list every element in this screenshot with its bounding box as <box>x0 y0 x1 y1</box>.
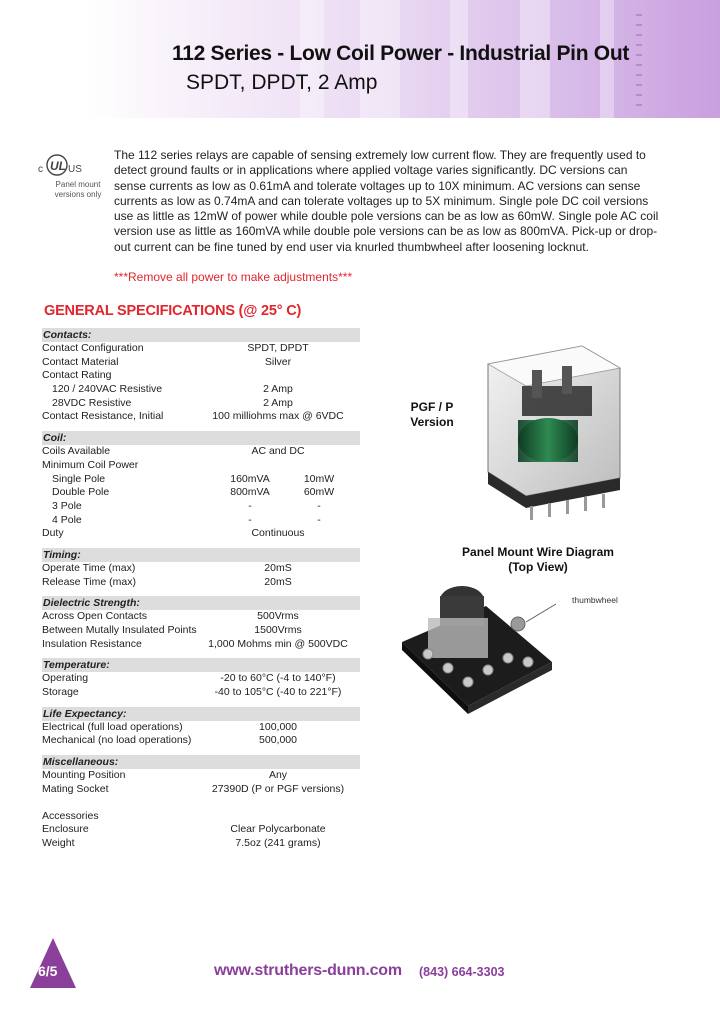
spec-row: 3 Pole - - <box>52 499 321 512</box>
spec-row: Across Open Contacts 500Vrms <box>42 610 299 623</box>
spec-row: 4 Pole - - <box>52 513 321 526</box>
phone-number: (843) 664-3303 <box>419 965 505 979</box>
spec-row: Contact Configuration SPDT, DPDT <box>42 342 309 354</box>
certification-note: Panel mount versions only <box>54 180 102 199</box>
page-title: 112 Series - Low Coil Power - Industrial Pin Out <box>172 42 630 65</box>
spec-row: 120 / 240VAC Resistive 2 Amp <box>52 383 293 396</box>
intro-paragraph: The 112 series relays are capable of sensing extremely low current flow. They are frequently used to detect ground faults or in applications where applied voltage varies significantly. DC versions can sense currents as low as 0.61mA and tolerate voltages up to 10X minimum. AC versions can sense currents as low as 0.74mA and can tolerate voltages up to 5X minimum. Single pole DC coil versions use as little as 12mW of power while double pole versions can be as low as 60mW. Single pole AC coil version use as little as 160mVA while double pole versions can be as low as 800mVA. Pick-up or drop-out current can be fine tuned by end user via knurled thumbwheel after loosening locknut. <box>114 148 659 254</box>
svg-text:US: US <box>68 164 82 175</box>
spec-row: Release Time (max) 20mS <box>42 575 292 588</box>
section-heading-misc: Miscellaneous: <box>42 755 360 769</box>
spec-row: Coils Available AC and DC <box>42 445 305 458</box>
section-heading-temperature: Temperature: <box>42 658 360 672</box>
spec-table <box>42 328 360 851</box>
header-ticks <box>636 14 642 114</box>
section-heading-timing: Timing: <box>42 548 360 562</box>
diagram-title: Panel Mount Wire Diagram (Top View) <box>462 545 614 574</box>
adjustment-warning: ***Remove all power to make adjustments*** <box>114 270 353 284</box>
page-number: 6/5 <box>38 963 58 979</box>
section-heading-contacts: Contacts: <box>42 328 360 342</box>
spec-row: Insulation Resistance 1,000 Mohms min @ 500VDC <box>42 637 348 650</box>
svg-text:c: c <box>38 164 43 175</box>
spec-row: Storage -40 to 105°C (-40 to 221°F) <box>42 686 342 699</box>
ul-certification-icon <box>38 152 82 178</box>
spec-row: Accessories <box>42 809 99 822</box>
spec-row: Contact Material Silver <box>42 355 292 368</box>
spec-row: Double Pole 800mVA 60mW <box>52 486 335 499</box>
page-subtitle: SPDT, DPDT, 2 Amp <box>186 71 378 94</box>
spec-row: Mounting Position Any <box>42 769 288 782</box>
spec-row: Enclosure Clear Polycarbonate <box>42 823 326 836</box>
version-label: PGF / P Version <box>410 400 454 429</box>
spec-row: Contact Resistance, Initial 100 milliohms max @ 6VDC <box>42 410 344 423</box>
relay-photo <box>472 340 630 522</box>
spec-row: 28VDC Resistive 2 Amp <box>52 396 293 409</box>
spec-row: Weight 7.5oz (241 grams) <box>42 836 321 849</box>
spec-row: Electrical (full load operations) 100,000 <box>42 720 297 733</box>
spec-row: Minimum Coil Power <box>42 458 139 471</box>
spec-row: Operate Time (max) 20mS <box>42 561 292 574</box>
spec-row: Mating Socket 27390D (P or PGF versions) <box>42 782 345 795</box>
section-heading-life: Life Expectancy: <box>42 707 360 721</box>
website-link[interactable]: www.struthers-dunn.com <box>214 962 402 979</box>
spec-row: Operating -20 to 60°C (-4 to 140°F) <box>42 672 336 685</box>
section-heading-coil: Coil: <box>42 431 360 445</box>
svg-text:UL: UL <box>50 159 66 173</box>
section-heading-dielectric: Dielectric Strength: <box>42 596 360 610</box>
spec-row: Between Mutally Insulated Points 1500Vrms <box>42 624 302 636</box>
panel-mount-photo <box>398 578 556 718</box>
spec-row: Duty Continuous <box>42 527 305 540</box>
spec-row: Contact Rating <box>42 369 112 382</box>
spec-title: GENERAL SPECIFICATIONS (@ 25° C) <box>44 303 302 319</box>
thumbwheel-label: thumbwheel <box>572 595 618 605</box>
spec-row: Single Pole 160mVA 10mW <box>52 472 335 485</box>
spec-row: Mechanical (no load operations) 500,000 <box>42 734 297 747</box>
